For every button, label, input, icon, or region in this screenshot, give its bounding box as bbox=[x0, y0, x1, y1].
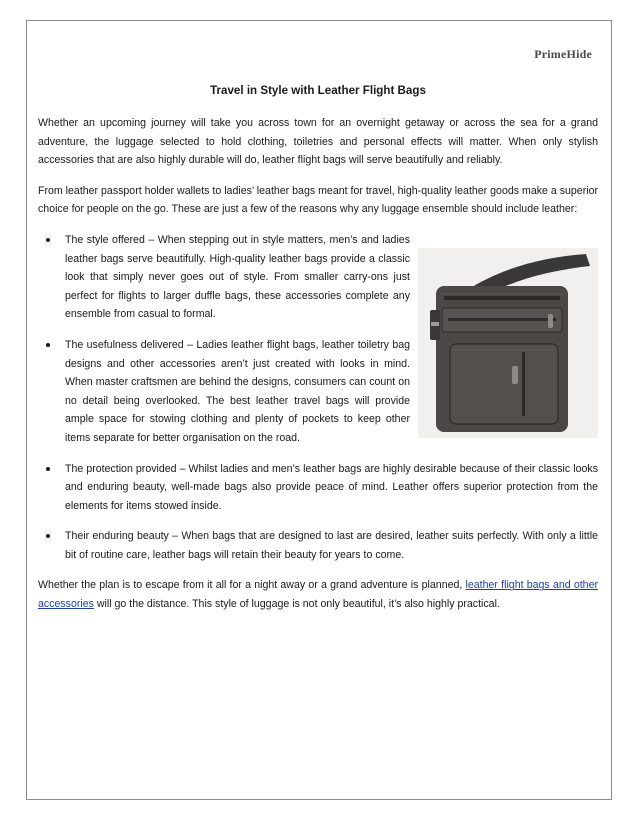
list-item bbox=[38, 460, 598, 516]
list-item-text: The protection provided – Whilst ladies and men’s leather bags are highly desirable because of their classic looks and enduring beauty, well-made bags also provide peace of mind. Leather offers superior protection from the elements for items stowed inside. bbox=[65, 462, 598, 512]
closing-text-after: will go the distance. This style of luggage is not only beautiful, it’s also highly practical. bbox=[93, 598, 500, 611]
leather-flight-bags-link[interactable]: leather flight bags and other accessories bbox=[38, 579, 598, 611]
intro-paragraph-2: From leather passport holder wallets to ladies’ leather bags meant for travel, high-quality leather goods make a superior choice for people on the go. These are just a few of the reasons why any luggage ensemble should include leather: bbox=[38, 184, 598, 216]
bullet-icon bbox=[46, 343, 50, 347]
list-item bbox=[38, 527, 598, 564]
bullet-icon bbox=[46, 534, 50, 538]
document-body bbox=[38, 82, 598, 626]
page-title: Travel in Style with Leather Flight Bags bbox=[210, 84, 426, 97]
list-item-text: The style offered – When stepping out in style matters, men’s and ladies leather bags serve beautifully. High-quality leather bags provide a classic look that simply never goes out of style. From smaller carry-ons just perfect for flights to larger duffle bags, these accessories complete any ensemble from casual to formal. bbox=[65, 233, 410, 321]
list-item bbox=[38, 231, 410, 324]
bullet-icon bbox=[46, 238, 50, 242]
list-item-text: Their enduring beauty – When bags that are designed to last are desired, leather suits perfectly. With only a little bit of routine care, leather bags will retain their beauty for years to come. bbox=[65, 530, 598, 561]
intro-paragraph-1: Whether an upcoming journey will take you across town for an overnight getaway or across the sea for a grand adventure, the luggage selected to hold clothing, toiletries and personal effects will matter. When only stylish accessories that are also highly durable will do, leather flight bags will serve beautifully and reliably. bbox=[38, 117, 598, 167]
closing-text-before: Whether the plan is to escape from it all for a night away or a grand adventure is planned, bbox=[38, 579, 466, 592]
leather-bag-photo bbox=[418, 248, 598, 438]
list-item bbox=[38, 336, 410, 448]
list-item-text: The usefulness delivered – Ladies leather flight bags, leather toiletry bag designs and other accessories aren’t just created with looks in mind. When master craftsmen are behind the designs, consumers can count on no detail being overlooked. The best leather travel bags will provide ample space for stowing clothing and plenty of pockets to keep other items separate for better organisation on the road. bbox=[65, 338, 410, 444]
bullet-icon bbox=[46, 467, 50, 471]
brand-logo-text: PrimeHide bbox=[534, 47, 592, 61]
closing-paragraph bbox=[38, 576, 598, 613]
